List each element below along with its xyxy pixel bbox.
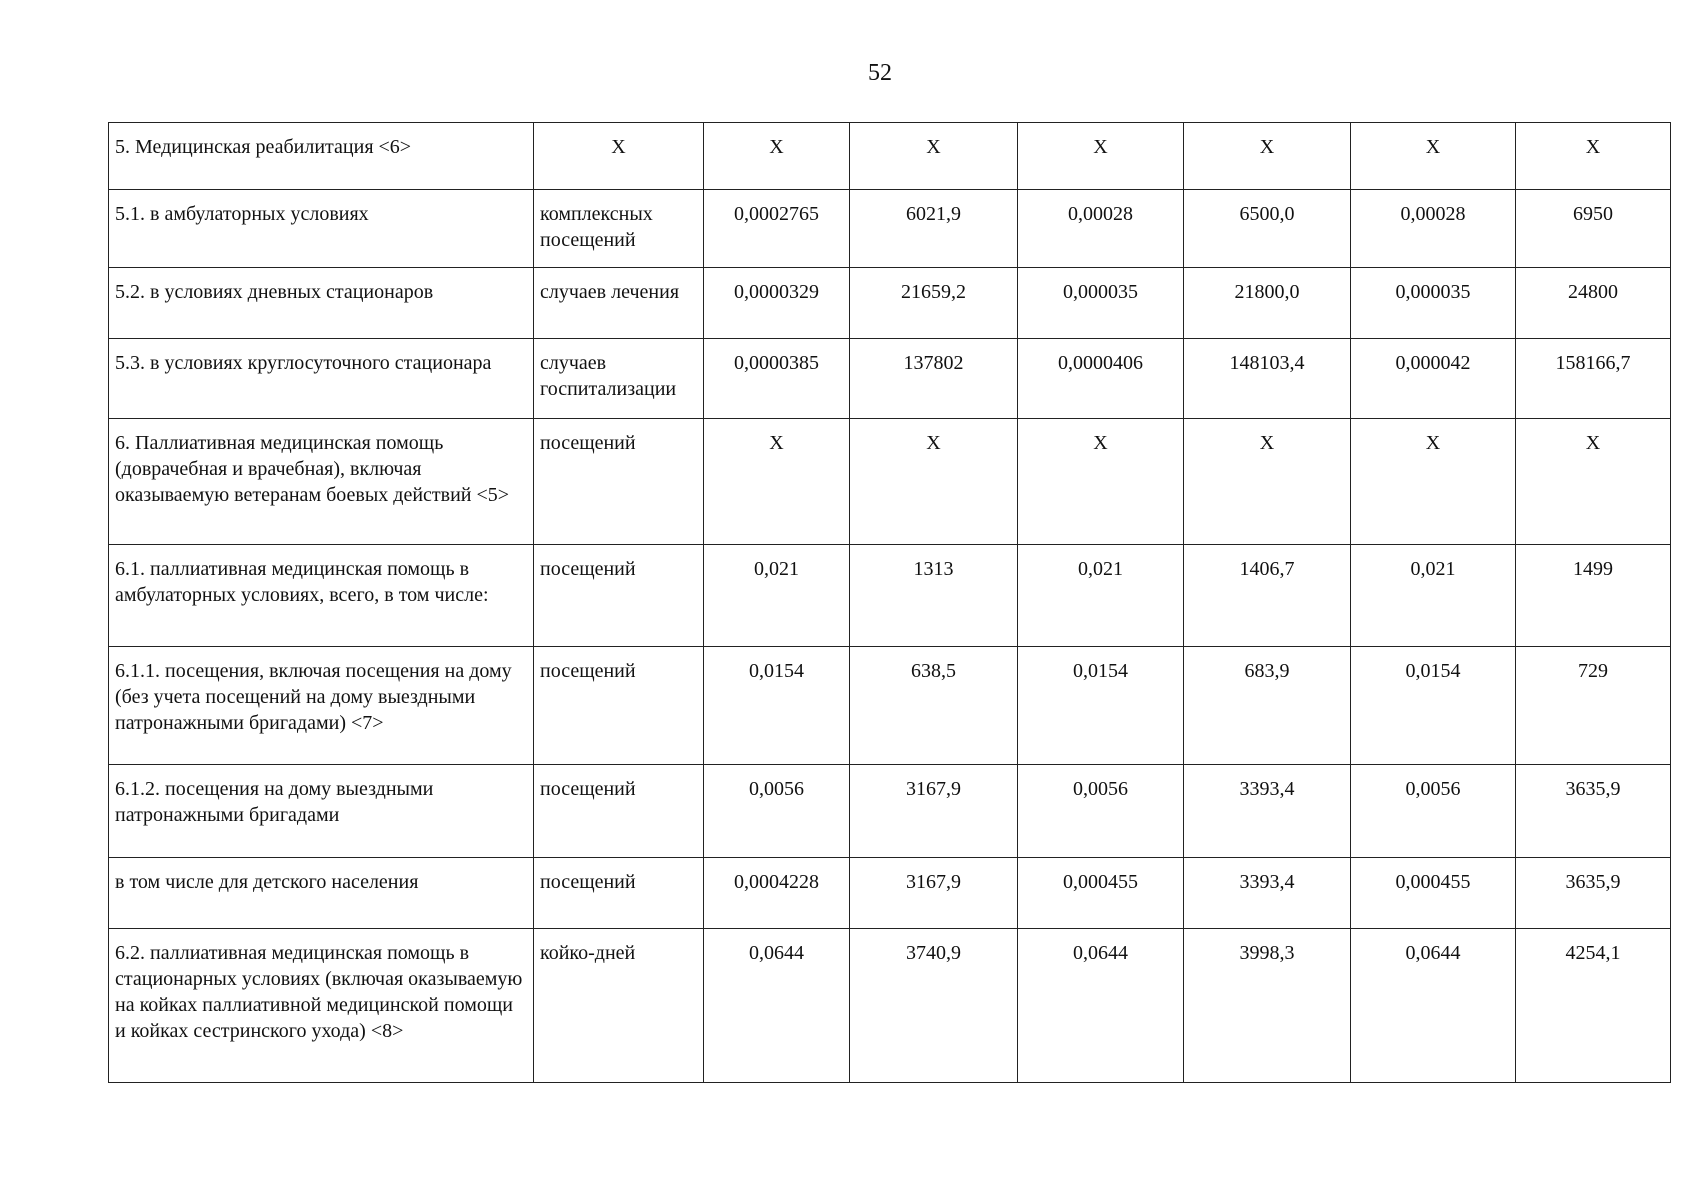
value-cell: 0,0154 [704,647,850,765]
value-cell: 3167,9 [850,858,1018,929]
value-cell: X [1516,419,1671,545]
value-cell: 0,0004228 [704,858,850,929]
value-cell: 1313 [850,545,1018,647]
value-cell: X [1184,419,1351,545]
value-cell: 0,0000329 [704,268,850,339]
row-name-cell: 5.2. в условиях дневных стационаров [109,268,534,339]
value-cell: X [1516,123,1671,190]
unit-cell: посещений [534,647,704,765]
value-cell: 3393,4 [1184,765,1351,858]
value-cell: 0,0002765 [704,190,850,268]
value-cell: 1499 [1516,545,1671,647]
value-cell: 0,021 [704,545,850,647]
value-cell: 0,0056 [704,765,850,858]
value-cell: 3393,4 [1184,858,1351,929]
unit-cell: посещений [534,545,704,647]
value-cell: 0,021 [1018,545,1184,647]
table-row [109,765,1671,858]
value-cell: 0,00028 [1351,190,1516,268]
table-row [109,545,1671,647]
value-cell: 638,5 [850,647,1018,765]
value-cell: 0,00028 [1018,190,1184,268]
value-cell: X [1184,123,1351,190]
value-cell: 0,0154 [1351,647,1516,765]
value-cell: 3167,9 [850,765,1018,858]
value-cell: 0,021 [1351,545,1516,647]
value-cell: X [1351,123,1516,190]
value-cell: 0,0000406 [1018,339,1184,419]
unit-cell: случаев лечения [534,268,704,339]
value-cell: 729 [1516,647,1671,765]
value-cell: 148103,4 [1184,339,1351,419]
value-cell: 3635,9 [1516,765,1671,858]
table-row [109,123,1671,190]
row-name-cell: 6. Паллиативная медицинская помощь (доврачебная и врачебная), включая оказываемую ветеранам боевых действий <5> [109,419,534,545]
row-name-cell: 6.1.2. посещения на дому выездными патронажными бригадами [109,765,534,858]
value-cell: 0,0000385 [704,339,850,419]
table-row [109,268,1671,339]
value-cell: 21800,0 [1184,268,1351,339]
row-name-cell: 5.1. в амбулаторных условиях [109,190,534,268]
table-row [109,858,1671,929]
value-cell: 0,000455 [1351,858,1516,929]
value-cell: X [1351,419,1516,545]
value-cell: 0,000035 [1018,268,1184,339]
value-cell: 4254,1 [1516,929,1671,1083]
unit-cell: посещений [534,765,704,858]
unit-cell: случаев госпитализации [534,339,704,419]
value-cell: 0,000035 [1351,268,1516,339]
table-row [109,419,1671,545]
value-cell: X [534,123,704,190]
value-cell: X [1018,419,1184,545]
unit-cell: комплексных посещений [534,190,704,268]
row-name-cell: 5. Медицинская реабилитация <6> [109,123,534,190]
value-cell: 1406,7 [1184,545,1351,647]
value-cell: 137802 [850,339,1018,419]
value-cell: 158166,7 [1516,339,1671,419]
row-name-cell: 6.1. паллиативная медицинская помощь в амбулаторных условиях, всего, в том числе: [109,545,534,647]
value-cell: 0,000042 [1351,339,1516,419]
value-cell: 6950 [1516,190,1671,268]
value-cell: X [1018,123,1184,190]
value-cell: 0,0056 [1018,765,1184,858]
value-cell: 0,0154 [1018,647,1184,765]
value-cell: 3998,3 [1184,929,1351,1083]
unit-cell: посещений [534,858,704,929]
value-cell: 0,0056 [1351,765,1516,858]
row-name-cell: 5.3. в условиях круглосуточного стационара [109,339,534,419]
value-cell: 0,000455 [1018,858,1184,929]
value-cell: 683,9 [1184,647,1351,765]
value-cell: X [850,419,1018,545]
value-cell: 3740,9 [850,929,1018,1083]
row-name-cell: 6.1.1. посещения, включая посещения на дому (без учета посещений на дому выездными патронажными бригадами) <7> [109,647,534,765]
row-name-cell: 6.2. паллиативная медицинская помощь в стационарных условиях (включая оказываемую на койках паллиативной медицинской помощи и койках сестринского ухода) <8> [109,929,534,1083]
page-number: 52 [868,60,892,86]
value-cell: 21659,2 [850,268,1018,339]
value-cell: 0,0644 [1018,929,1184,1083]
value-cell: 3635,9 [1516,858,1671,929]
value-cell: 24800 [1516,268,1671,339]
value-cell: 6500,0 [1184,190,1351,268]
row-name-cell: в том числе для детского населения [109,858,534,929]
data-table [108,122,1671,1083]
unit-cell: койко-дней [534,929,704,1083]
value-cell: X [704,123,850,190]
table-row [109,647,1671,765]
value-cell: 0,0644 [1351,929,1516,1083]
table-row [109,190,1671,268]
table-row [109,339,1671,419]
value-cell: 0,0644 [704,929,850,1083]
value-cell: X [704,419,850,545]
value-cell: 6021,9 [850,190,1018,268]
table-row [109,929,1671,1083]
value-cell: X [850,123,1018,190]
unit-cell: посещений [534,419,704,545]
